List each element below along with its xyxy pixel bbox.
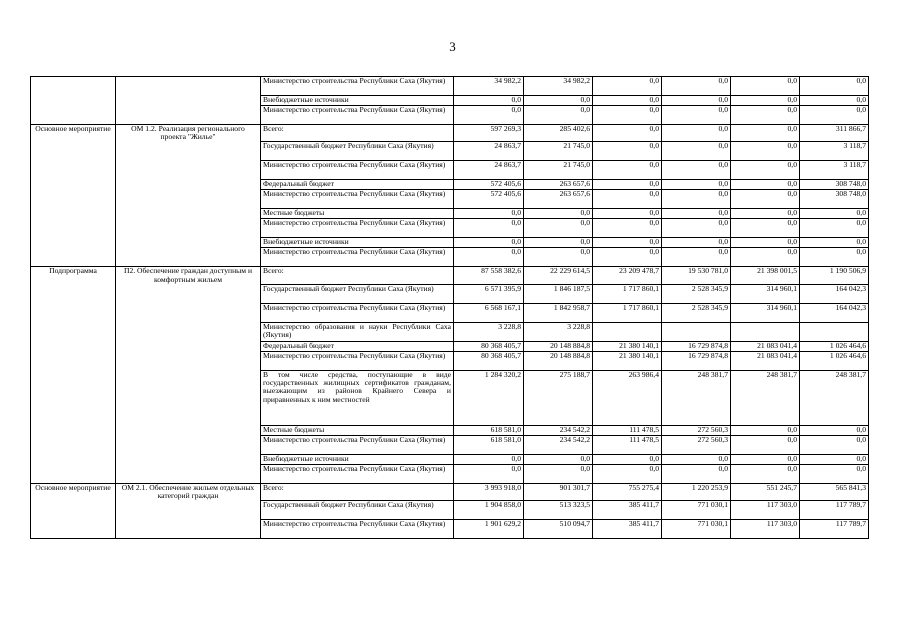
value-cell: 314 960,1 — [731, 284, 800, 303]
row-label-cell — [31, 219, 116, 238]
funding-source-cell: Министерство строительства Республики Саха (Якутия) — [261, 248, 454, 267]
program-name-cell — [116, 96, 261, 106]
value-cell: 0,0 — [593, 464, 662, 483]
value-cell: 0,0 — [800, 454, 869, 464]
value-cell: 21 398 001,5 — [731, 267, 800, 284]
value-cell: 16 729 874,8 — [662, 341, 731, 351]
table-row — [31, 161, 869, 180]
program-name-cell — [116, 77, 261, 96]
value-cell: 0,0 — [662, 464, 731, 483]
value-cell: 0,0 — [800, 425, 869, 435]
table-row — [31, 180, 869, 190]
row-label-cell — [31, 519, 116, 538]
program-name-cell — [116, 284, 261, 303]
table-row — [31, 77, 869, 96]
value-cell: 0,0 — [662, 190, 731, 209]
row-label-cell — [31, 190, 116, 209]
value-cell: 0,0 — [524, 454, 593, 464]
value-cell: 34 982,2 — [524, 77, 593, 96]
value-cell: 0,0 — [593, 454, 662, 464]
value-cell: 0,0 — [593, 161, 662, 180]
value-cell: 21 745,0 — [524, 142, 593, 161]
value-cell: 0,0 — [800, 77, 869, 96]
table-row — [31, 284, 869, 303]
row-label-cell: Основное мероприятие — [31, 483, 116, 500]
value-cell: 0,0 — [731, 464, 800, 483]
funding-source-cell: Федеральный бюджет — [261, 341, 454, 351]
value-cell: 0,0 — [662, 209, 731, 219]
row-label-cell — [31, 238, 116, 248]
program-name-cell — [116, 238, 261, 248]
value-cell: 0,0 — [593, 96, 662, 106]
row-label-cell — [31, 77, 116, 96]
funding-source-cell: Министерство строительства Республики Саха (Якутия) — [261, 303, 454, 322]
program-name-cell — [116, 106, 261, 125]
table-row — [31, 351, 869, 370]
value-cell: 0,0 — [662, 96, 731, 106]
value-cell: 272 560,3 — [662, 435, 731, 454]
value-cell: 385 411,7 — [593, 519, 662, 538]
value-cell: 2 528 345,9 — [662, 284, 731, 303]
program-name-cell — [116, 500, 261, 519]
value-cell: 1 904 858,0 — [454, 500, 524, 519]
value-cell: 16 729 874,8 — [662, 351, 731, 370]
table-row — [31, 248, 869, 267]
value-cell: 0,0 — [593, 209, 662, 219]
value-cell: 0,0 — [593, 180, 662, 190]
value-cell: 0,0 — [731, 248, 800, 267]
value-cell: 19 530 781,0 — [662, 267, 731, 284]
program-name-cell — [116, 190, 261, 209]
table-row — [31, 483, 869, 500]
table-row — [31, 435, 869, 454]
value-cell: 0,0 — [524, 96, 593, 106]
value-cell: 0,0 — [731, 77, 800, 96]
table-row — [31, 238, 869, 248]
value-cell: 0,0 — [524, 219, 593, 238]
value-cell: 0,0 — [662, 238, 731, 248]
value-cell: 0,0 — [800, 238, 869, 248]
value-cell: 1 026 464,6 — [800, 341, 869, 351]
value-cell: 0,0 — [731, 161, 800, 180]
program-name-cell — [116, 464, 261, 483]
table-row — [31, 96, 869, 106]
value-cell — [662, 322, 731, 341]
funding-source-cell: Министерство образования и науки Республики Саха (Якутия) — [261, 322, 454, 341]
value-cell: 755 275,4 — [593, 483, 662, 500]
value-cell: 117 303,0 — [731, 519, 800, 538]
value-cell: 0,0 — [731, 142, 800, 161]
value-cell: 1 901 629,2 — [454, 519, 524, 538]
row-label-cell — [31, 142, 116, 161]
value-cell: 0,0 — [524, 464, 593, 483]
funding-source-cell: Министерство строительства Республики Саха (Якутия) — [261, 351, 454, 370]
value-cell: 0,0 — [662, 219, 731, 238]
value-cell: 551 245,7 — [731, 483, 800, 500]
row-label-cell — [31, 248, 116, 267]
value-cell — [593, 322, 662, 341]
value-cell: 0,0 — [524, 248, 593, 267]
funding-source-cell: Министерство строительства Республики Саха (Якутия) — [261, 77, 454, 96]
table-row — [31, 303, 869, 322]
value-cell: 6 568 167,1 — [454, 303, 524, 322]
funding-source-cell: Государственный бюджет Республики Саха (Якутия) — [261, 284, 454, 303]
value-cell: 22 229 614,5 — [524, 267, 593, 284]
value-cell: 0,0 — [731, 219, 800, 238]
value-cell: 23 209 478,7 — [593, 267, 662, 284]
value-cell: 513 323,5 — [524, 500, 593, 519]
row-label-cell — [31, 425, 116, 435]
value-cell: 111 478,5 — [593, 425, 662, 435]
funding-source-cell: Всего: — [261, 483, 454, 500]
value-cell: 0,0 — [800, 209, 869, 219]
value-cell: 20 148 884,8 — [524, 351, 593, 370]
value-cell: 24 863,7 — [454, 142, 524, 161]
value-cell: 0,0 — [731, 180, 800, 190]
value-cell: 21 083 041,4 — [731, 341, 800, 351]
value-cell: 0,0 — [662, 248, 731, 267]
table-row — [31, 209, 869, 219]
value-cell: 111 478,5 — [593, 435, 662, 454]
program-name-cell — [116, 161, 261, 180]
value-cell: 248 381,7 — [662, 370, 731, 425]
program-name-cell — [116, 142, 261, 161]
value-cell: 311 866,7 — [800, 125, 869, 142]
value-cell: 572 405,6 — [454, 190, 524, 209]
row-label-cell — [31, 464, 116, 483]
row-label-cell — [31, 435, 116, 454]
table-row — [31, 219, 869, 238]
funding-source-cell: Внебюджетные источники — [261, 96, 454, 106]
funding-source-cell: Министерство строительства Республики Саха (Якутия) — [261, 161, 454, 180]
funding-source-cell: Всего: — [261, 125, 454, 142]
value-cell: 0,0 — [731, 238, 800, 248]
funding-source-cell: Местные бюджеты — [261, 425, 454, 435]
row-label-cell — [31, 303, 116, 322]
value-cell: 0,0 — [454, 454, 524, 464]
value-cell: 0,0 — [731, 454, 800, 464]
value-cell: 3 118,7 — [800, 142, 869, 161]
program-name-cell — [116, 425, 261, 435]
value-cell: 0,0 — [800, 96, 869, 106]
row-label-cell — [31, 209, 116, 219]
row-label-cell — [31, 322, 116, 341]
value-cell: 164 042,3 — [800, 303, 869, 322]
program-name-cell — [116, 351, 261, 370]
funding-source-cell: Всего: — [261, 267, 454, 284]
value-cell: 0,0 — [593, 248, 662, 267]
value-cell: 0,0 — [731, 209, 800, 219]
value-cell: 263 657,6 — [524, 180, 593, 190]
value-cell: 1 717 860,1 — [593, 303, 662, 322]
value-cell: 0,0 — [593, 238, 662, 248]
value-cell: 272 560,3 — [662, 425, 731, 435]
value-cell: 3 993 918,0 — [454, 483, 524, 500]
value-cell — [731, 322, 800, 341]
value-cell: 0,0 — [800, 464, 869, 483]
value-cell: 0,0 — [731, 190, 800, 209]
program-name-cell — [116, 303, 261, 322]
program-name-cell — [116, 454, 261, 464]
row-label-cell — [31, 161, 116, 180]
value-cell: 618 581,0 — [454, 425, 524, 435]
row-label-cell — [31, 180, 116, 190]
row-label-cell: Подпрограмма — [31, 267, 116, 284]
value-cell: 263 657,6 — [524, 190, 593, 209]
value-cell: 0,0 — [454, 248, 524, 267]
value-cell: 263 986,4 — [593, 370, 662, 425]
value-cell: 80 368 405,7 — [454, 341, 524, 351]
value-cell: 0,0 — [731, 125, 800, 142]
program-name-cell — [116, 370, 261, 425]
value-cell: 0,0 — [662, 125, 731, 142]
value-cell: 597 269,3 — [454, 125, 524, 142]
funding-source-cell: Местные бюджеты — [261, 209, 454, 219]
row-label-cell — [31, 284, 116, 303]
value-cell: 1 220 253,9 — [662, 483, 731, 500]
value-cell: 0,0 — [593, 125, 662, 142]
value-cell: 1 190 506,9 — [800, 267, 869, 284]
value-cell: 0,0 — [731, 106, 800, 125]
value-cell: 0,0 — [593, 142, 662, 161]
value-cell: 2 528 345,9 — [662, 303, 731, 322]
value-cell — [800, 322, 869, 341]
value-cell: 0,0 — [731, 435, 800, 454]
value-cell: 275 188,7 — [524, 370, 593, 425]
value-cell: 0,0 — [454, 106, 524, 125]
value-cell: 565 841,3 — [800, 483, 869, 500]
table-row — [31, 142, 869, 161]
value-cell: 0,0 — [800, 248, 869, 267]
table-row — [31, 454, 869, 464]
page-number: 3 — [449, 39, 456, 54]
row-label-cell — [31, 500, 116, 519]
funding-source-cell: Министерство строительства Республики Саха (Якутия) — [261, 464, 454, 483]
value-cell: 24 863,7 — [454, 161, 524, 180]
value-cell: 0,0 — [800, 106, 869, 125]
value-cell: 1 026 464,6 — [800, 351, 869, 370]
program-name-cell — [116, 180, 261, 190]
row-label-cell — [31, 106, 116, 125]
row-label-cell: Основное мероприятие — [31, 125, 116, 142]
value-cell: 1 846 187,5 — [524, 284, 593, 303]
value-cell: 0,0 — [524, 106, 593, 125]
table-row — [31, 425, 869, 435]
value-cell: 117 789,7 — [800, 500, 869, 519]
value-cell: 0,0 — [524, 238, 593, 248]
table-row — [31, 500, 869, 519]
program-name-cell — [116, 219, 261, 238]
value-cell: 0,0 — [593, 190, 662, 209]
value-cell: 0,0 — [454, 209, 524, 219]
value-cell: 618 581,0 — [454, 435, 524, 454]
value-cell: 0,0 — [454, 464, 524, 483]
program-name-cell — [116, 435, 261, 454]
table-row — [31, 125, 869, 142]
value-cell: 0,0 — [800, 435, 869, 454]
program-name-cell: П2. Обеспечение граждан доступным и комфортным жильем — [116, 267, 261, 284]
funding-source-cell: Министерство строительства Республики Саха (Якутия) — [261, 106, 454, 125]
value-cell: 308 748,0 — [800, 190, 869, 209]
value-cell: 3 118,7 — [800, 161, 869, 180]
funding-source-cell: Внебюджетные источники — [261, 238, 454, 248]
value-cell: 0,0 — [731, 425, 800, 435]
program-name-cell — [116, 209, 261, 219]
value-cell: 0,0 — [731, 96, 800, 106]
value-cell: 314 960,1 — [731, 303, 800, 322]
value-cell: 1 284 320,2 — [454, 370, 524, 425]
value-cell: 3 228,8 — [524, 322, 593, 341]
budget-table — [30, 76, 869, 539]
value-cell: 0,0 — [454, 219, 524, 238]
row-label-cell — [31, 341, 116, 351]
value-cell: 0,0 — [800, 219, 869, 238]
value-cell: 34 982,2 — [454, 77, 524, 96]
table-row — [31, 267, 869, 284]
value-cell: 20 148 884,8 — [524, 341, 593, 351]
value-cell: 21 380 140,1 — [593, 341, 662, 351]
value-cell: 0,0 — [662, 142, 731, 161]
value-cell: 285 402,6 — [524, 125, 593, 142]
program-name-cell: ОМ 1.2. Реализация регионального проекта "Жилье" — [116, 125, 261, 142]
value-cell: 572 405,6 — [454, 180, 524, 190]
value-cell: 771 030,1 — [662, 500, 731, 519]
table-row — [31, 464, 869, 483]
table-row — [31, 341, 869, 351]
value-cell: 164 042,3 — [800, 284, 869, 303]
funding-source-cell: Государственный бюджет Республики Саха (Якутия) — [261, 500, 454, 519]
value-cell: 87 558 382,6 — [454, 267, 524, 284]
funding-source-cell: Министерство строительства Республики Саха (Якутия) — [261, 519, 454, 538]
value-cell: 234 542,2 — [524, 435, 593, 454]
value-cell: 1 717 860,1 — [593, 284, 662, 303]
value-cell: 901 301,7 — [524, 483, 593, 500]
table-body — [31, 77, 869, 539]
value-cell: 6 571 395,9 — [454, 284, 524, 303]
value-cell: 0,0 — [593, 219, 662, 238]
value-cell: 248 381,7 — [800, 370, 869, 425]
table-row — [31, 370, 869, 425]
row-label-cell — [31, 96, 116, 106]
value-cell: 0,0 — [593, 77, 662, 96]
value-cell: 0,0 — [454, 96, 524, 106]
row-label-cell — [31, 351, 116, 370]
table-row — [31, 519, 869, 538]
program-name-cell — [116, 322, 261, 341]
value-cell: 21 083 041,4 — [731, 351, 800, 370]
funding-source-cell: Министерство строительства Республики Саха (Якутия) — [261, 219, 454, 238]
funding-source-cell: В том числе средства, поступающие в виде государственных жилищных сертификатов гражданам, выезжающим из районов Крайнего Севера и приравненных к ним местностей — [261, 370, 454, 425]
funding-source-cell: Министерство строительства Республики Саха (Якутия) — [261, 190, 454, 209]
value-cell: 0,0 — [454, 238, 524, 248]
value-cell: 248 381,7 — [731, 370, 800, 425]
value-cell: 0,0 — [662, 454, 731, 464]
program-name-cell — [116, 519, 261, 538]
value-cell: 0,0 — [524, 209, 593, 219]
value-cell: 0,0 — [662, 106, 731, 125]
row-label-cell — [31, 454, 116, 464]
value-cell: 3 228,8 — [454, 322, 524, 341]
value-cell: 0,0 — [662, 161, 731, 180]
funding-source-cell: Внебюджетные источники — [261, 454, 454, 464]
funding-source-cell: Министерство строительства Республики Саха (Якутия) — [261, 435, 454, 454]
value-cell: 510 094,7 — [524, 519, 593, 538]
value-cell: 234 542,2 — [524, 425, 593, 435]
table-row — [31, 106, 869, 125]
row-label-cell — [31, 370, 116, 425]
funding-source-cell: Федеральный бюджет — [261, 180, 454, 190]
value-cell: 308 748,0 — [800, 180, 869, 190]
value-cell: 117 303,0 — [731, 500, 800, 519]
value-cell: 21 380 140,1 — [593, 351, 662, 370]
value-cell: 771 030,1 — [662, 519, 731, 538]
value-cell: 117 789,7 — [800, 519, 869, 538]
program-name-cell — [116, 341, 261, 351]
table-row — [31, 190, 869, 209]
value-cell: 0,0 — [593, 106, 662, 125]
program-name-cell: ОМ 2.1. Обеспечение жильем отдельных категорий граждан — [116, 483, 261, 500]
value-cell: 80 368 405,7 — [454, 351, 524, 370]
value-cell: 21 745,0 — [524, 161, 593, 180]
program-name-cell — [116, 248, 261, 267]
value-cell: 1 842 958,7 — [524, 303, 593, 322]
value-cell: 0,0 — [662, 180, 731, 190]
funding-source-cell: Государственный бюджет Республики Саха (Якутия) — [261, 142, 454, 161]
table-row — [31, 322, 869, 341]
value-cell: 0,0 — [662, 77, 731, 96]
value-cell: 385 411,7 — [593, 500, 662, 519]
